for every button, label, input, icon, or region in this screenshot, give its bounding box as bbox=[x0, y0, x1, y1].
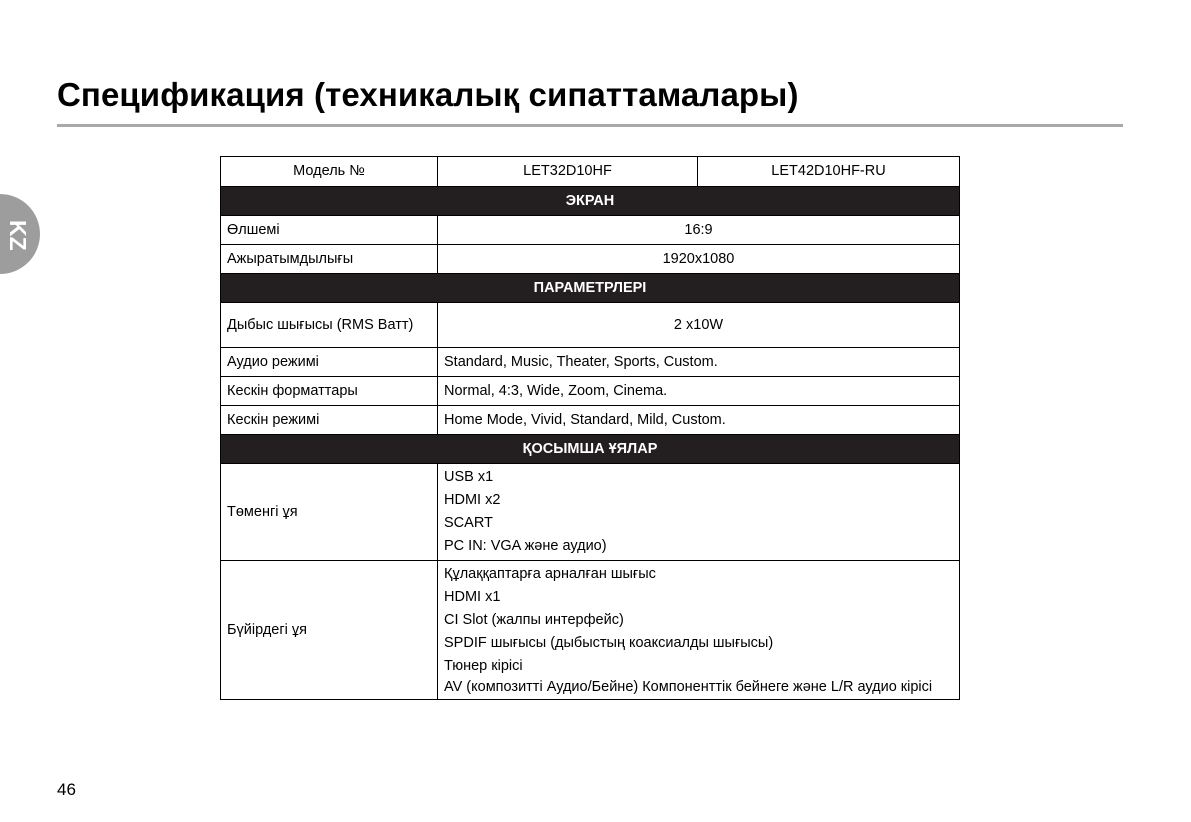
model-1: LET32D10HF bbox=[438, 157, 698, 187]
list-item: Тюнер кірісі bbox=[444, 658, 523, 674]
table-row-model bbox=[221, 157, 960, 187]
row-label: Ажыратымдылығы bbox=[221, 245, 438, 274]
list-item: SCART bbox=[444, 515, 493, 531]
row-value: 16:9 bbox=[438, 216, 960, 245]
row-value-list bbox=[438, 464, 960, 561]
section-screen bbox=[221, 187, 960, 216]
title-divider bbox=[57, 124, 1123, 127]
list-item: HDMI x1 bbox=[444, 589, 501, 605]
row-value: Standard, Music, Theater, Sports, Custom. bbox=[438, 348, 960, 377]
row-label: Өлшемі bbox=[221, 216, 438, 245]
model-2: LET42D10HF-RU bbox=[698, 157, 960, 187]
list-item: SPDIF шығысы (дыбыстың коаксиалды шығысы) bbox=[444, 635, 774, 651]
row-label: Кескін форматтары bbox=[221, 377, 438, 406]
list-item: PC IN: VGA және аудио) bbox=[444, 538, 607, 554]
row-value: Home Mode, Vivid, Standard, Mild, Custom. bbox=[438, 406, 960, 435]
language-tab-label: KZ bbox=[5, 220, 31, 251]
row-value: 1920x1080 bbox=[438, 245, 960, 274]
row-value-list bbox=[438, 561, 960, 700]
table-row bbox=[221, 377, 960, 406]
table-row-side-ports bbox=[221, 561, 960, 700]
row-value: Normal, 4:3, Wide, Zoom, Cinema. bbox=[438, 377, 960, 406]
section-connectors bbox=[221, 435, 960, 464]
table-row bbox=[221, 245, 960, 274]
row-label: Дыбыс шығысы (RMS Ватт) bbox=[221, 303, 438, 348]
table-row bbox=[221, 348, 960, 377]
table-row bbox=[221, 406, 960, 435]
section-parameters bbox=[221, 274, 960, 303]
model-label: Модель № bbox=[221, 157, 438, 187]
row-label: Кескін режимі bbox=[221, 406, 438, 435]
list-item: Құлаққаптарға арналған шығыс bbox=[444, 566, 656, 582]
row-label: Аудио режимі bbox=[221, 348, 438, 377]
section-heading-parameters: ПАРАМЕТРЛЕРІ bbox=[221, 274, 960, 303]
table-row bbox=[221, 303, 960, 348]
list-item: AV (композитті Аудио/Бейне) Компоненттік бейнеге және L/R аудио кірісі bbox=[444, 679, 933, 695]
spec-table bbox=[220, 156, 960, 700]
list-item: USB x1 bbox=[444, 469, 494, 485]
page-number: 46 bbox=[57, 780, 76, 799]
table-row-bottom-ports bbox=[221, 464, 960, 561]
row-value: 2 x10W bbox=[438, 303, 960, 348]
page-title: Спецификация (техникалық сипаттамалары) bbox=[57, 76, 799, 113]
list-item: HDMI x2 bbox=[444, 492, 501, 508]
section-heading-connectors: ҚОСЫМША ҰЯЛАР bbox=[221, 435, 960, 464]
list-item: CI Slot (жалпы интерфейс) bbox=[444, 612, 624, 628]
section-heading-screen: ЭКРАН bbox=[221, 187, 960, 216]
row-label: Бүйірдегі ұя bbox=[221, 561, 438, 700]
row-label: Төменгі ұя bbox=[221, 464, 438, 561]
table-row bbox=[221, 216, 960, 245]
language-tab bbox=[0, 194, 40, 274]
